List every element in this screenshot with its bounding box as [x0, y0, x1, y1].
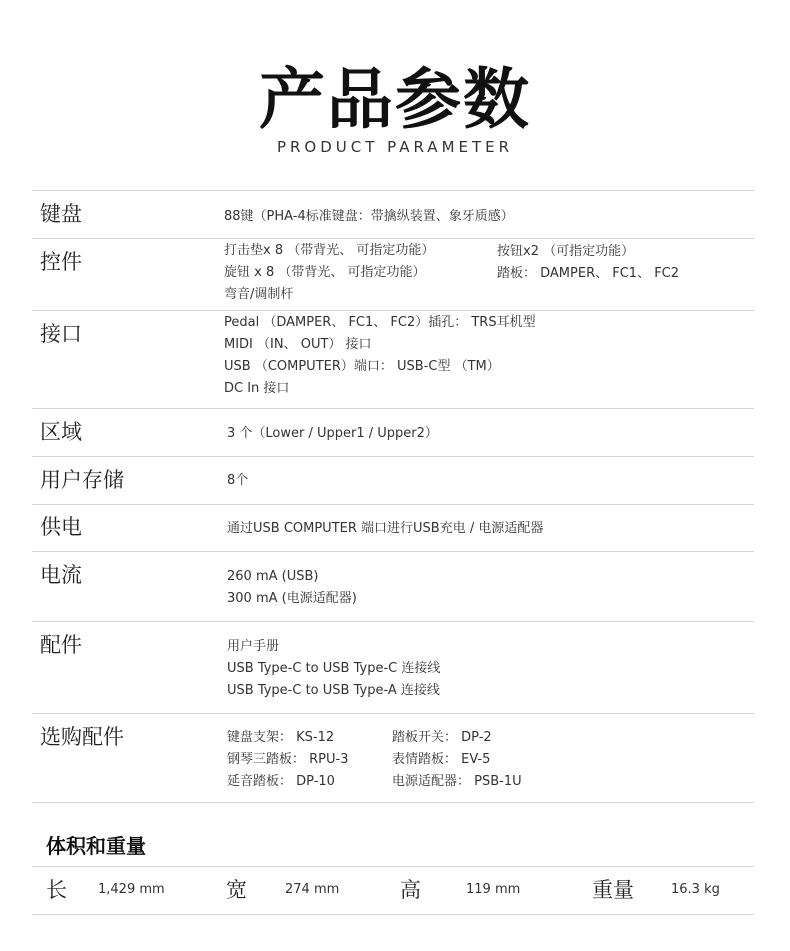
spec-value-options-line: 电源适配器： PSB-1U	[392, 774, 522, 789]
dimension-label-length: 长	[46, 878, 67, 902]
dimension-value-length: 1,429 mm	[98, 882, 165, 897]
spec-value-accessories-line: 用户手册	[227, 639, 280, 654]
spec-label-keyboard: 键盘	[40, 202, 82, 226]
spec-label-memory: 用户存储	[40, 468, 124, 492]
spec-value-memory: 8个	[227, 473, 249, 488]
spec-value-controls-line: 按钮x2 （可指定功能）	[497, 244, 635, 259]
spec-label-power: 供电	[40, 515, 82, 539]
spec-value-options-line: 表情踏板： EV-5	[392, 752, 491, 767]
spec-value-ports-line: Pedal （DAMPER、 FC1、 FC2）插孔： TRS耳机型	[224, 315, 536, 330]
divider	[32, 238, 754, 239]
spec-value-controls-line: 打击垫x 8 （带背光、 可指定功能）	[224, 243, 435, 258]
divider	[32, 713, 754, 714]
spec-value-current-line: 260 mA (USB)	[227, 569, 319, 584]
spec-value-power: 通过USB COMPUTER 端口进行USB充电 / 电源适配器	[227, 521, 544, 536]
spec-value-controls-line: 旋钮 x 8 （带背光、 可指定功能）	[224, 265, 426, 280]
dimension-value-height: 119 mm	[466, 882, 521, 897]
spec-value-options-line: 延音踏板： DP-10	[227, 774, 335, 789]
divider	[32, 190, 754, 191]
spec-value-current-line: 300 mA (电源适配器)	[227, 591, 357, 606]
page-title: 产品参数	[259, 61, 531, 138]
dimension-label-weight: 重量	[592, 878, 634, 902]
spec-label-options: 选购配件	[40, 725, 124, 749]
spec-value-zones: 3 个（Lower / Upper1 / Upper2）	[227, 426, 438, 441]
spec-value-options-line: 踏板开关： DP-2	[392, 730, 492, 745]
divider	[32, 551, 754, 552]
spec-label-accessories: 配件	[40, 633, 82, 657]
spec-label-current: 电流	[40, 563, 82, 587]
dimension-label-width: 宽	[226, 878, 247, 902]
spec-value-controls-line: 踏板： DAMPER、 FC1、 FC2	[497, 266, 680, 281]
divider	[32, 914, 754, 915]
divider	[32, 456, 754, 457]
spec-label-ports: 接口	[40, 322, 82, 346]
dimension-value-width: 274 mm	[285, 882, 340, 897]
spec-value-ports-line: DC In 接口	[224, 381, 290, 396]
spec-value-accessories-line: USB Type-C to USB Type-A 连接线	[227, 683, 440, 698]
spec-value-ports-line: USB （COMPUTER）端口： USB-C型 （TM）	[224, 359, 500, 374]
divider	[32, 866, 754, 867]
spec-label-zones: 区域	[40, 420, 82, 444]
spec-value-accessories-line: USB Type-C to USB Type-C 连接线	[227, 661, 441, 676]
spec-value-controls-line: 弯音/调制杆	[224, 287, 294, 302]
divider	[32, 504, 754, 505]
divider	[32, 621, 754, 622]
spec-value-ports-line: MIDI （IN、 OUT） 接口	[224, 337, 372, 352]
spec-label-controls: 控件	[40, 250, 82, 274]
spec-value-options-line: 键盘支架： KS-12	[227, 730, 335, 745]
divider	[32, 802, 754, 803]
divider	[32, 408, 754, 409]
spec-value-keyboard: 88键（PHA-4标准键盘：带擒纵装置、象牙质感）	[224, 209, 514, 224]
spec-value-options-line: 钢琴三踏板： RPU-3	[227, 752, 349, 767]
page-subtitle: PRODUCT PARAMETER	[276, 138, 514, 156]
divider	[32, 310, 754, 311]
dimensions-section-title: 体积和重量	[46, 834, 146, 858]
dimension-value-weight: 16.3 kg	[671, 882, 720, 897]
dimension-label-height: 高	[400, 878, 421, 902]
